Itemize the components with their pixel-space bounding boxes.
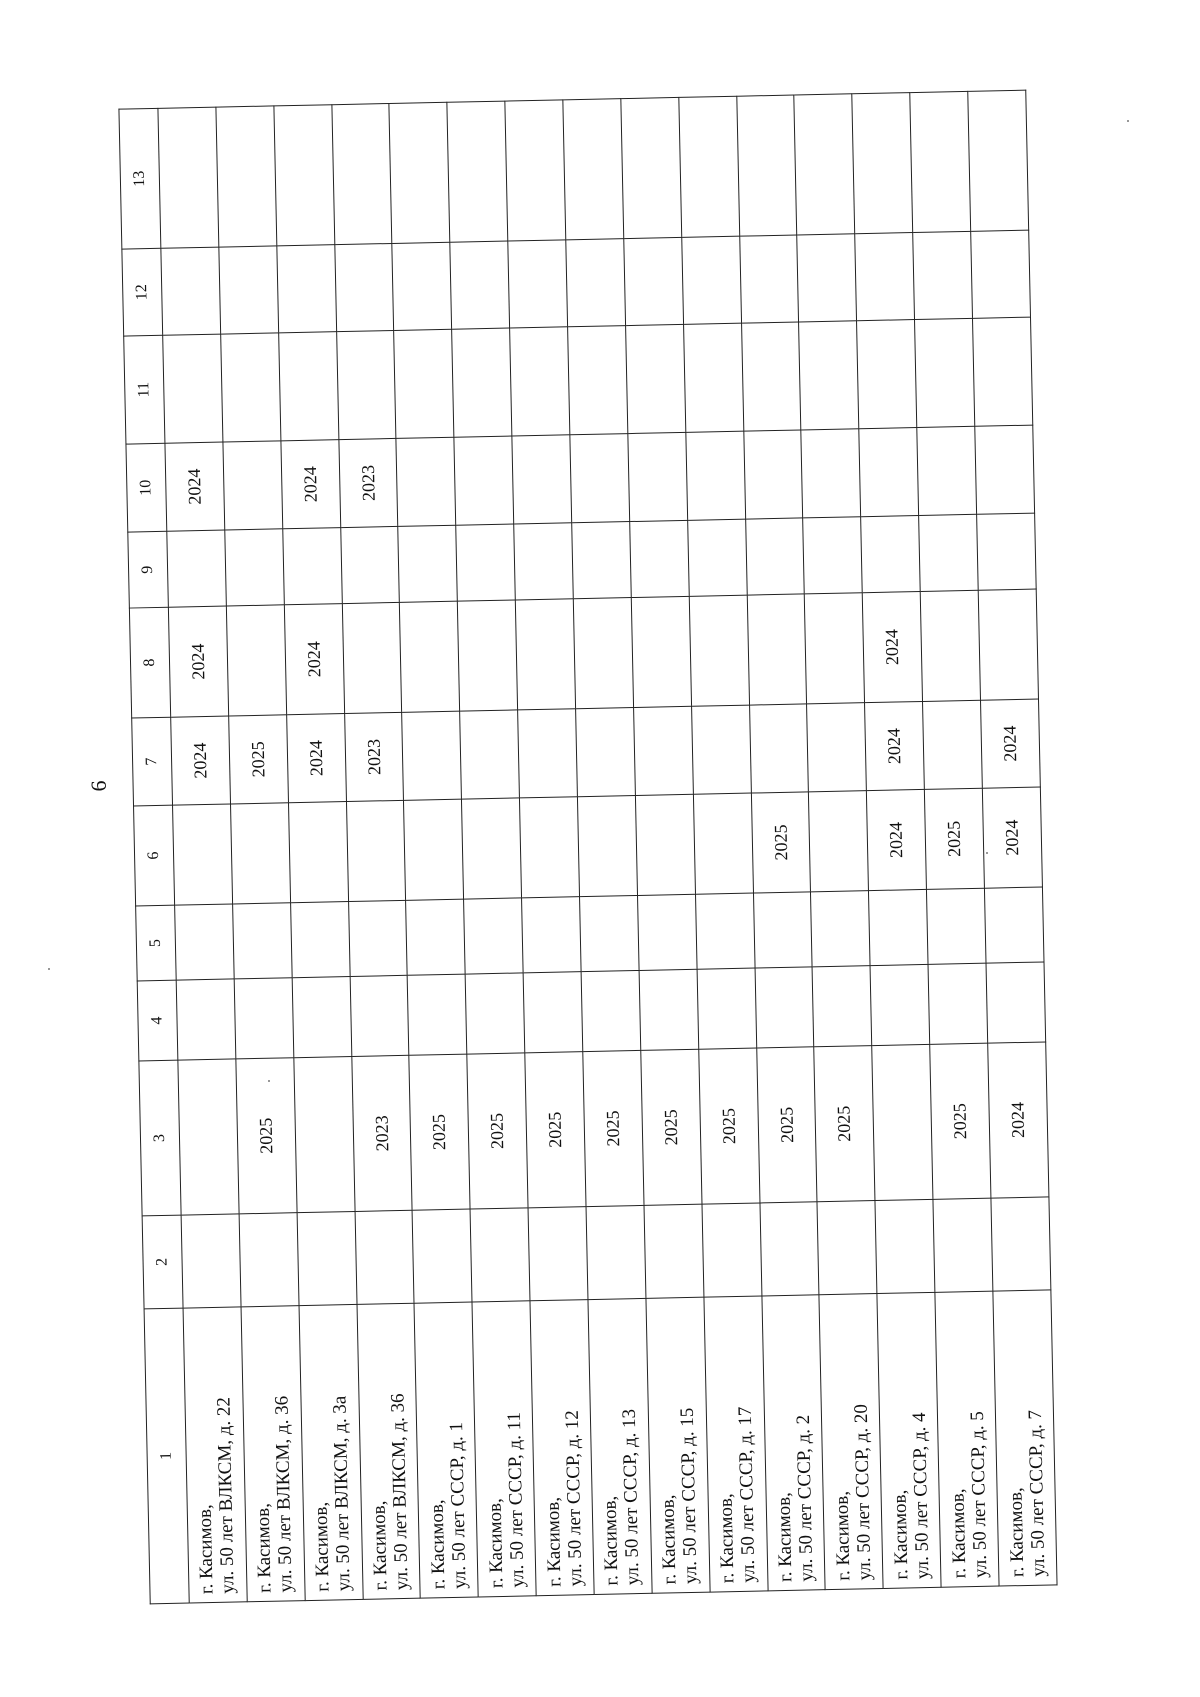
address-street: ул. 50 лет СССР, д. 20 (850, 1403, 876, 1581)
year-cell (340, 526, 399, 603)
address-street: ул. 50 лет СССР, д. 5 (966, 1411, 991, 1579)
year-cell (580, 895, 639, 971)
year-cell (693, 793, 753, 894)
year-cell (406, 899, 465, 975)
year-cell (913, 231, 973, 319)
year-cell (687, 519, 746, 596)
address-city: г. Касимов, (195, 1504, 218, 1595)
address-cell (704, 1296, 768, 1592)
year-cell: 2025 (925, 788, 985, 889)
year-cell (278, 332, 338, 441)
address-street: ул. 50 лет ВЛКСМ, д. 22 (213, 1396, 239, 1594)
year-cell: 2024 (988, 1042, 1049, 1198)
year-cell (505, 100, 566, 241)
year-cell (971, 230, 1031, 318)
year-cell: 2024 (867, 789, 927, 890)
address-cell (357, 1303, 421, 1599)
address-city: г. Касимов, (657, 1494, 681, 1585)
year-cell (968, 90, 1029, 231)
year-cell (797, 234, 857, 322)
year-cell (811, 891, 870, 967)
year-cell (178, 1059, 239, 1215)
year-cell (510, 327, 570, 436)
year-cell (749, 704, 809, 793)
year-cell (809, 791, 869, 892)
column-header: 3 (139, 1060, 181, 1216)
year-cell (514, 523, 573, 600)
year-cell (508, 240, 568, 328)
year-cell (681, 236, 741, 324)
year-cell (392, 242, 452, 330)
year-cell (346, 800, 406, 901)
year-cell (697, 968, 757, 1049)
year-cell (689, 595, 749, 706)
year-cell (910, 91, 971, 232)
address-cell (241, 1306, 305, 1602)
year-cell: 2025 (583, 1050, 644, 1206)
year-cell (528, 1207, 588, 1301)
address-city: г. Касимов, (600, 1495, 623, 1586)
year-cell (855, 233, 915, 321)
year-cell (464, 898, 523, 974)
year-cell (817, 1201, 877, 1295)
year-cell (408, 974, 468, 1055)
year-cell (978, 589, 1038, 700)
address-city: г. Касимов, (715, 1493, 739, 1584)
year-cell (290, 902, 349, 978)
year-cell (175, 904, 234, 980)
year-cell (743, 430, 803, 519)
year-cell (336, 330, 396, 439)
year-cell (348, 900, 407, 976)
year-cell: 2024 (281, 440, 341, 529)
year-cell (984, 887, 1044, 963)
year-cell (568, 326, 628, 435)
year-cell (230, 803, 290, 904)
year-cell (297, 1211, 357, 1305)
year-cell (807, 703, 867, 792)
year-cell (695, 893, 754, 969)
year-cell (702, 1203, 762, 1297)
scan-speck (268, 1080, 270, 1082)
year-cell (875, 1199, 935, 1293)
year-cell: 2025 (229, 715, 289, 804)
year-cell (760, 1202, 820, 1296)
year-cell (813, 966, 873, 1047)
address-street: ул. 50 лет СССР, д. 12 (561, 1409, 587, 1587)
address-street: ул. 50 лет СССР, д. 7 (1024, 1409, 1049, 1577)
year-cell: 2024 (863, 591, 923, 702)
column-header: 9 (128, 531, 169, 608)
year-cell (573, 598, 633, 709)
column-header: 2 (142, 1215, 183, 1309)
column-header: 11 (124, 335, 165, 444)
address-cell (530, 1300, 594, 1596)
column-header: 8 (129, 607, 170, 718)
year-cell (234, 978, 294, 1059)
year-cell: 2025 (751, 792, 811, 893)
year-cell (176, 979, 236, 1060)
year-cell: 2024 (981, 699, 1041, 788)
year-cell (566, 239, 626, 327)
year-cell (570, 434, 630, 523)
page-number: 6 (86, 780, 111, 792)
address-cell (646, 1297, 710, 1593)
year-cell (458, 600, 518, 711)
address-cell (935, 1291, 999, 1587)
year-cell (460, 710, 520, 799)
column-header: 7 (132, 717, 173, 806)
address-cell (762, 1295, 826, 1591)
year-cell (630, 520, 689, 597)
year-cell: 2025 (409, 1054, 470, 1210)
year-cell (342, 602, 402, 713)
year-cell (586, 1205, 646, 1299)
year-cell (927, 888, 986, 964)
address-city: г. Касимов, (831, 1490, 855, 1582)
year-cell (161, 247, 221, 335)
year-cell (741, 322, 801, 431)
year-cell (869, 889, 928, 965)
year-cell (232, 903, 291, 979)
year-cell (456, 524, 515, 601)
year-cell (872, 1044, 933, 1200)
address-street: ул. 50 лет СССР, д. 11 (503, 1411, 529, 1588)
address-street: ул. 50 лет ВЛКСМ, д. 3а (329, 1395, 355, 1592)
year-cell: 2024 (286, 714, 346, 803)
year-cell (736, 95, 797, 236)
address-street: ул. 50 лет СССР, д. 17 (734, 1406, 760, 1584)
year-cell (973, 317, 1033, 426)
year-cell (794, 94, 855, 235)
year-cell (400, 601, 460, 712)
year-cell (223, 441, 283, 530)
year-cell (628, 432, 688, 521)
address-city: г. Касимов, (426, 1499, 450, 1590)
column-header: 4 (137, 980, 178, 1061)
year-cell (225, 529, 284, 606)
year-cell (857, 320, 917, 429)
column-header: 12 (122, 248, 163, 336)
year-cell (928, 963, 988, 1044)
year-cell (975, 425, 1035, 514)
year-cell (282, 528, 341, 605)
address-city: г. Касимов, (542, 1496, 566, 1588)
year-cell (331, 103, 392, 244)
year-cell (624, 237, 684, 325)
address-cell (588, 1298, 652, 1594)
year-cell: 2024 (982, 787, 1042, 888)
year-cell (753, 892, 812, 968)
year-cell (288, 802, 348, 903)
year-cell (447, 101, 508, 242)
year-cell (158, 107, 219, 248)
year-cell (991, 1197, 1051, 1291)
year-cell (625, 324, 685, 433)
year-cell (747, 594, 807, 705)
year-cell: 2024 (165, 442, 225, 531)
year-cell: 2025 (814, 1046, 875, 1202)
year-cell (221, 333, 281, 442)
year-cell (933, 1198, 993, 1292)
year-cell (523, 972, 583, 1053)
year-cell (683, 323, 743, 432)
year-cell: 2023 (338, 438, 398, 527)
address-street: ул. 50 лет СССР, д. 4 (908, 1412, 934, 1580)
year-cell (691, 705, 751, 794)
year-cell: 2025 (236, 1058, 297, 1214)
year-cell (454, 436, 514, 525)
address-city: г. Касимов, (773, 1491, 797, 1583)
year-cell (801, 429, 861, 518)
year-cell: 2025 (756, 1047, 817, 1203)
year-cell: 2024 (171, 716, 231, 805)
year-cell (394, 329, 454, 438)
year-cell: 2024 (168, 606, 228, 717)
year-cell (637, 894, 696, 970)
year-cell (799, 321, 859, 430)
year-cell (452, 328, 512, 437)
year-cell (219, 246, 279, 334)
year-cell (644, 1204, 704, 1298)
year-cell (520, 797, 580, 898)
year-cell (870, 964, 930, 1045)
year-cell (470, 1208, 530, 1302)
year-cell (915, 318, 975, 427)
year-cell (167, 530, 226, 607)
year-cell (631, 596, 691, 707)
repair-schedule-table (118, 90, 1057, 1605)
year-cell (859, 428, 919, 517)
column-header: 1 (144, 1308, 189, 1604)
year-cell (679, 96, 740, 237)
address-city: г. Касимов, (484, 1498, 508, 1589)
year-cell (577, 795, 637, 896)
year-cell (805, 593, 865, 704)
year-cell (396, 437, 456, 526)
year-cell: 2025 (467, 1053, 528, 1209)
year-cell (923, 700, 983, 789)
address-street: ул. 50 лет СССР, д. 13 (619, 1408, 644, 1586)
year-cell (239, 1213, 299, 1307)
address-city: г. Касимов, (310, 1501, 334, 1592)
address-street: ул. 50 лет СССР, д. 2 (792, 1414, 818, 1582)
year-cell (292, 977, 352, 1058)
year-cell (404, 799, 464, 900)
year-cell (686, 431, 746, 520)
rotated-table-container (118, 91, 1057, 1605)
year-cell (163, 334, 223, 443)
address-cell (993, 1290, 1057, 1586)
table-body (158, 90, 1057, 1603)
year-cell (450, 241, 510, 329)
address-cell (299, 1304, 363, 1600)
year-cell (639, 969, 699, 1050)
column-header: 13 (119, 108, 161, 249)
year-cell (518, 709, 578, 798)
year-cell (977, 513, 1037, 590)
year-cell (465, 973, 525, 1054)
year-cell (412, 1209, 472, 1303)
column-header: 5 (136, 905, 177, 981)
year-cell (920, 590, 980, 701)
year-cell: 2025 (930, 1043, 991, 1199)
year-cell (226, 605, 286, 716)
year-cell (294, 1057, 355, 1213)
year-cell (402, 711, 462, 800)
year-cell: 2023 (344, 712, 404, 801)
year-cell (277, 245, 337, 333)
year-cell (398, 525, 457, 602)
year-cell (563, 99, 624, 240)
year-cell (181, 1214, 241, 1308)
year-cell (861, 515, 920, 592)
year-cell (852, 93, 913, 234)
year-cell (986, 962, 1046, 1043)
address-city: г. Касимов, (947, 1488, 970, 1579)
year-cell: 2025 (641, 1049, 702, 1205)
year-cell (462, 798, 522, 899)
year-cell: 2025 (698, 1048, 759, 1204)
year-cell (917, 426, 977, 515)
year-cell (919, 514, 978, 591)
address-cell (877, 1292, 941, 1588)
column-header: 10 (126, 443, 167, 532)
year-cell (739, 235, 799, 323)
year-cell (576, 708, 636, 797)
year-cell (581, 970, 641, 1051)
year-cell (389, 102, 450, 243)
scan-speck (48, 968, 50, 970)
year-cell (633, 706, 693, 795)
column-header: 6 (134, 805, 175, 906)
address-street: ул. 50 лет ВЛКСМ, д. 36 (387, 1393, 413, 1591)
year-cell (755, 967, 815, 1048)
year-cell (621, 97, 682, 238)
address-cell (414, 1302, 478, 1598)
year-cell: 2024 (284, 604, 344, 715)
address-city: г. Касимов, (889, 1489, 913, 1580)
address-street: ул. 50 лет СССР, д. 15 (677, 1407, 702, 1585)
table-frame (118, 91, 1057, 1605)
scan-speck (1127, 120, 1129, 122)
year-cell (522, 897, 581, 973)
address-city: г. Касимов, (252, 1502, 276, 1594)
year-cell (803, 517, 862, 594)
year-cell (635, 794, 695, 895)
year-cell (334, 243, 394, 331)
year-cell (512, 435, 572, 524)
address-cell (819, 1294, 883, 1590)
year-cell (350, 975, 410, 1056)
year-cell: 2023 (351, 1055, 412, 1211)
year-cell (216, 106, 277, 247)
year-cell: 2024 (865, 701, 925, 790)
year-cell (572, 522, 631, 599)
year-cell: 2025 (525, 1052, 586, 1208)
scan-speck (986, 852, 988, 854)
address-cell (183, 1307, 247, 1603)
address-cell (472, 1301, 536, 1597)
address-street: ул. 50 лет СССР, д. 1 (445, 1421, 471, 1590)
address-city: г. Касимов, (1005, 1487, 1028, 1578)
year-cell (173, 804, 233, 905)
year-cell (274, 105, 335, 246)
address-street: ул. 50 лет ВЛКСМ, д. 36 (271, 1395, 297, 1593)
address-city: г. Касимов, (368, 1500, 392, 1591)
year-cell (355, 1210, 415, 1304)
year-cell (745, 518, 804, 595)
year-cell (515, 599, 575, 710)
